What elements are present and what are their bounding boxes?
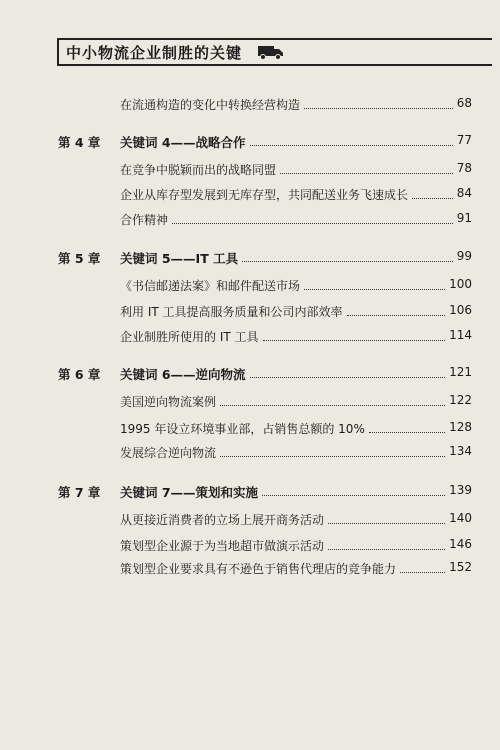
page-number: 121 [449,365,472,379]
section-title: 美国逆向物流案例 [120,395,217,409]
section-title: 利用 IT 工具提高服务质量和公司内部效率 [120,305,343,319]
dot-leader [220,455,445,457]
section-entry [0,186,500,206]
chapter-number: 第 7 章 [58,485,101,500]
dot-leader [347,314,446,316]
page-number: 152 [449,560,472,574]
section-entry [0,560,500,580]
section-title: 策划型企业源于为当地超市做演示活动 [120,539,325,553]
section-entry [0,420,500,440]
dot-leader [412,197,453,199]
page-number: 139 [449,483,472,497]
section-title: 《书信邮递法案》和邮件配送市场 [120,279,301,293]
page-number: 134 [449,444,472,458]
chapter-entry [0,249,500,269]
section-entry [0,211,500,231]
page-number: 78 [456,161,472,175]
dot-leader [369,431,445,433]
dot-leader [328,522,445,524]
page-number: 91 [456,211,472,225]
section-title: 策划型企业要求具有不逊色于销售代理店的竞争能力 [120,562,397,576]
section-entry [0,511,500,531]
page-number: 146 [449,537,472,551]
section-title: 1995 年设立环境事业部，占销售总额的 10% [120,422,365,436]
page-number: 114 [449,328,472,342]
section-title: 在流通构造的变化中转换经营构造 [120,98,301,112]
section-entry [0,444,500,464]
chapter-entry [0,365,500,385]
page-number: 100 [449,277,472,291]
section-title: 合作精神 [120,213,169,227]
dot-leader [220,404,445,406]
section-title: 企业制胜所使用的 IT 工具 [120,330,259,344]
chapter-entry [0,133,500,153]
section-title: 在竞争中脱颖而出的战略同盟 [120,163,277,177]
dot-leader [304,107,453,109]
chapter-title: 关键词 6——逆向物流 [120,367,246,382]
section-title: 发展综合逆向物流 [120,446,217,460]
section-entry [0,328,500,348]
page-number: 99 [456,249,472,263]
truck-icon [258,44,284,60]
dot-leader [304,288,445,290]
book-title: 中小物流企业制胜的关键 [66,44,243,62]
page-number: 140 [449,511,472,525]
chapter-title: 关键词 5——IT 工具 [120,251,239,266]
section-entry [0,393,500,413]
chapter-title: 关键词 7——策划和实施 [120,485,259,500]
header-rule [57,38,492,40]
header-rule [57,64,492,66]
chapter-number: 第 4 章 [58,135,101,150]
section-entry [0,303,500,323]
dot-leader [263,339,446,341]
page-number: 106 [449,303,472,317]
section-title: 从更接近消费者的立场上展开商务活动 [120,513,325,527]
chapter-title: 关键词 4——战略合作 [120,135,246,150]
page-number: 68 [456,96,472,110]
section-entry [0,96,500,116]
chapter-entry [0,483,500,503]
dot-leader [262,494,445,496]
dot-leader [250,144,453,146]
section-entry [0,537,500,557]
dot-leader [400,571,445,573]
page-number: 122 [449,393,472,407]
chapter-number: 第 6 章 [58,367,101,382]
dot-leader [172,222,453,224]
dot-leader [250,376,446,378]
dot-leader [328,548,445,550]
section-title: 企业从库存型发展到无库存型，共同配送业务飞速成长 [120,188,409,202]
page-number: 77 [456,133,472,147]
header-divider [57,38,59,66]
chapter-number: 第 5 章 [58,251,101,266]
page-number: 84 [456,186,472,200]
page-number: 128 [449,420,472,434]
dot-leader [242,260,453,262]
section-entry [0,277,500,297]
dot-leader [280,172,453,174]
section-entry [0,161,500,181]
